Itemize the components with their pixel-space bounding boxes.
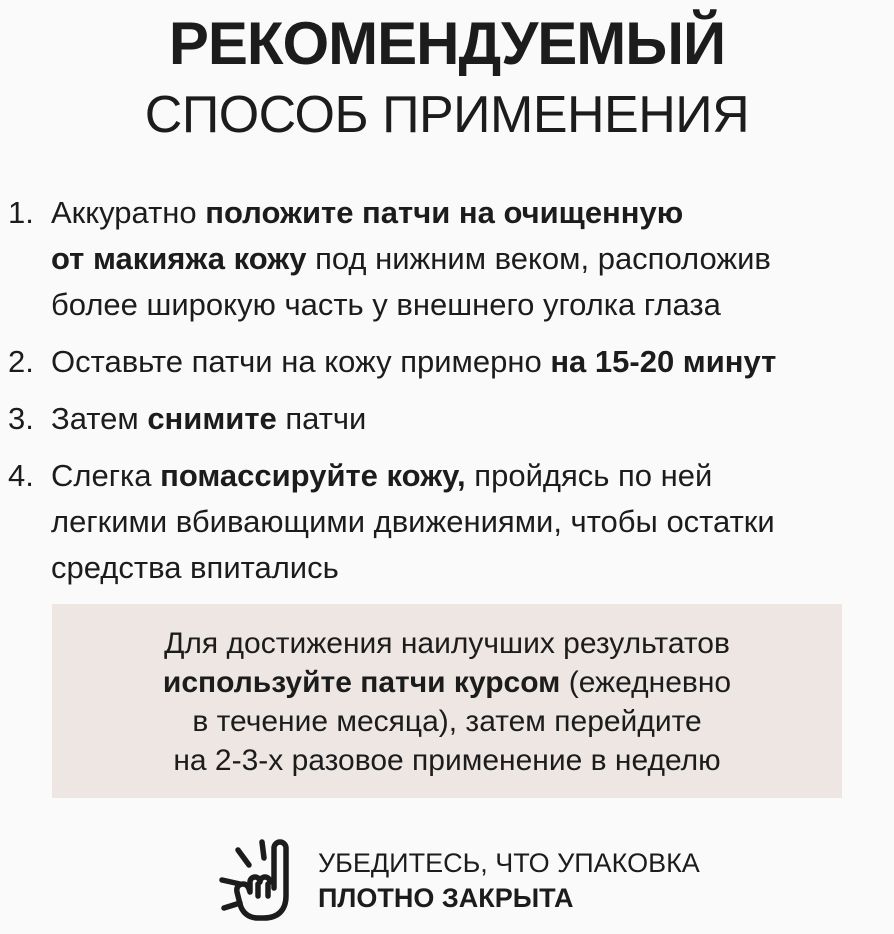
note-line: на 2-3-х разовое применение в неделю (173, 744, 721, 777)
step-text: легкими вбивающими движениями, чтобы остатки (51, 504, 775, 539)
step-emphasis: на 15-20 минут (550, 344, 777, 379)
step-text: пройдясь по ней (465, 458, 713, 493)
step-emphasis: помассируйте кожу, (160, 458, 466, 493)
list-item-step-3 (8, 396, 888, 442)
step-emphasis: положите патчи на очищенную (205, 195, 684, 230)
step-text: патчи (276, 401, 367, 436)
step-number: 2. (8, 344, 34, 379)
warning-line: УБЕДИТЕСЬ, ЧТО УПАКОВКА (318, 848, 700, 878)
step-text: Слегка (51, 458, 161, 493)
note-line: (ежедневно (560, 666, 732, 699)
step-text: средства впитались (51, 550, 339, 585)
instruction-list (8, 190, 888, 602)
note-emphasis: используйте патчи курсом (162, 666, 561, 699)
list-item-step-1 (8, 190, 888, 328)
step-text: более широкую часть у внешнего уголка глаза (51, 287, 721, 322)
list-item-step-4 (8, 453, 888, 591)
note-line: в течение месяца), затем перейдите (192, 705, 702, 738)
list-item-step-2 (8, 339, 888, 385)
seal-warning (318, 846, 700, 916)
course-note-box (52, 604, 842, 798)
step-text: Аккуратно (51, 195, 206, 230)
step-text: Затем (51, 401, 148, 436)
warning-emphasis: ПЛОТНО ЗАКРЫТА (318, 883, 574, 913)
page-title: РЕКОМЕНДУЕМЫЙ (168, 10, 726, 77)
page-subtitle: СПОСОБ ПРИМЕНЕНИЯ (144, 86, 750, 144)
step-text: под нижним веком, расположив (306, 241, 771, 276)
step-text: Оставьте патчи на кожу примерно (51, 344, 551, 379)
note-line: Для достижения наилучших результатов (164, 627, 730, 660)
step-number: 1. (8, 195, 34, 230)
course-note-text (52, 624, 842, 780)
step-emphasis: снимите (147, 401, 277, 436)
step-number: 4. (8, 458, 34, 493)
hand-pointing-icon (218, 836, 300, 922)
step-number: 3. (8, 401, 34, 436)
step-emphasis: от макияжа кожу (51, 241, 307, 276)
